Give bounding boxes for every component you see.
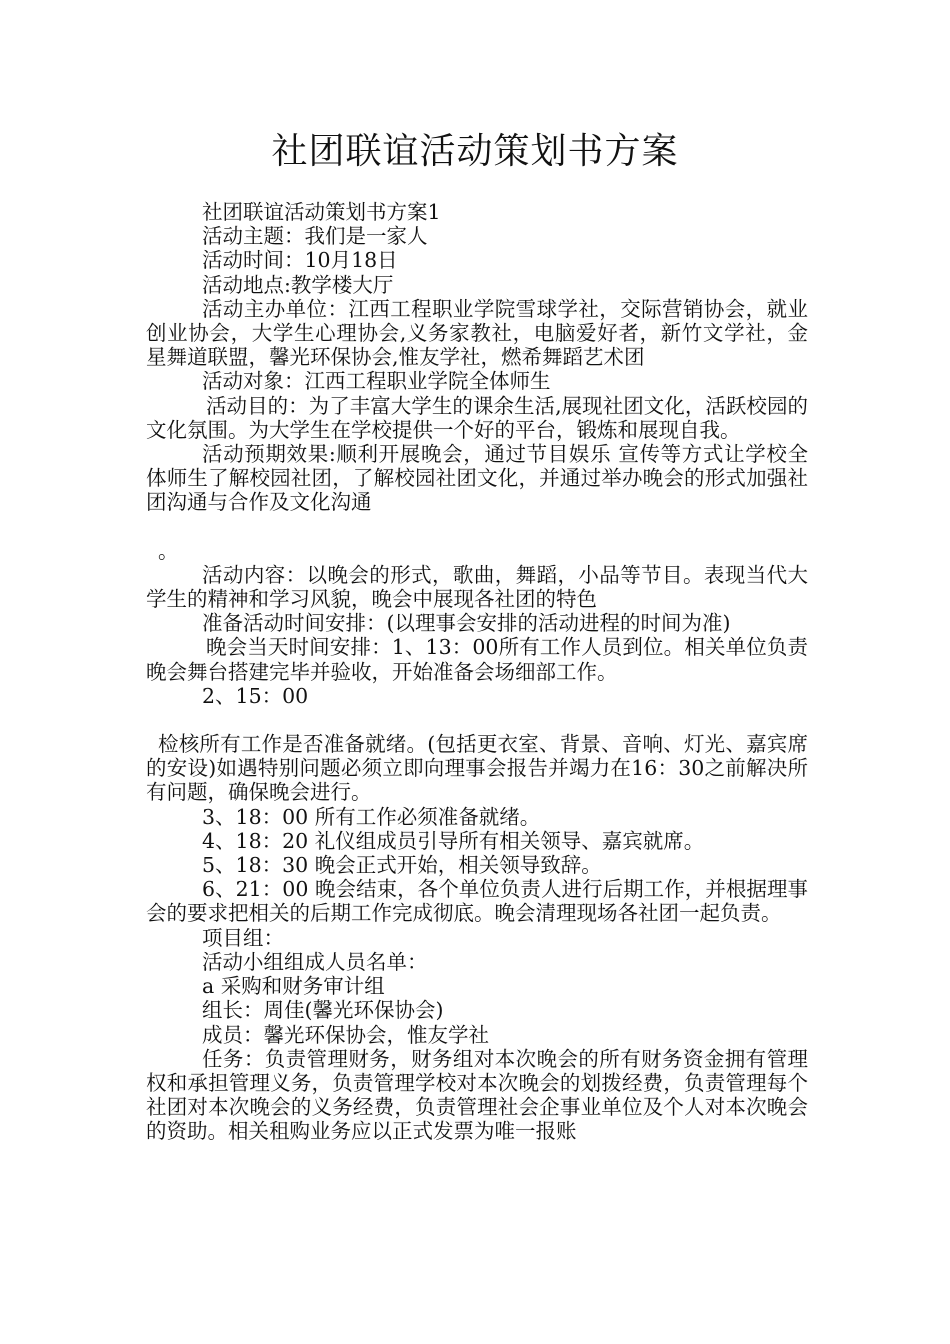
activity-content: 活动内容：以晚会的形式，歌曲，舞蹈，小品等节目。表现当代大学生的精神和学习风貌，晚会中展现各社团的特色 bbox=[146, 562, 808, 612]
document-title: 社团联谊活动策划书方案 bbox=[271, 131, 679, 172]
stray-period: 。 bbox=[158, 538, 179, 563]
prep-schedule: 准备活动时间安排：(以理事会安排的活动进程的时间为准) bbox=[202, 611, 731, 636]
group-a-leader: 组长：周佳(馨光环保协会) bbox=[202, 998, 444, 1023]
activity-audience: 活动对象：江西工程职业学院全体师生 bbox=[202, 369, 551, 394]
project-group-heading: 项目组： bbox=[202, 925, 284, 950]
schedule-item-3: 3、18：00 所有工作必须准备就绪。 bbox=[202, 804, 541, 829]
plan-heading: 社团联谊活动策划书方案1 bbox=[202, 200, 441, 224]
activity-organizers: 活动主办单位：江西工程职业学院雪球学社，交际营销协会，就业创业协会，大学生心理协会,义务家教社，电脑爱好者，新竹文学社，金星舞道联盟，馨光环保协会,惟友学社，燃希舞蹈艺术团 bbox=[146, 296, 808, 370]
schedule-item-5: 5、18：30 晚会正式开始，相关领导致辞。 bbox=[202, 853, 602, 878]
activity-location: 活动地点:教学楼大厅 bbox=[202, 272, 394, 297]
schedule-item-4: 4、18：20 礼仪组成员引导所有相关领导、嘉宾就席。 bbox=[202, 828, 705, 853]
expected-effect: 活动预期效果:顺利开展晚会，通过节目娱乐 宣传等方式让学校全体师生了解校园社团，了解校园社团文化，并通过举办晚会的形式加强社团沟通与合作及文化沟通 bbox=[146, 442, 808, 515]
group-a-members: 成员：馨光环保协会，惟友学社 bbox=[202, 1022, 489, 1047]
group-a-title: a 采购和财务审计组 bbox=[202, 974, 385, 999]
event-day-schedule: 晚会当天时间安排：1、13：00所有工作人员到位。相关单位负责晚会舞台搭建完毕并验收，开始准备会场细部工作。 bbox=[146, 635, 808, 684]
schedule-item-2-detail: 检核所有工作是否准备就绪。(包括更衣室、背景、音响、灯光、嘉宾席的安设)如遇特别问题必须立即向理事会报告并竭力在16：30之前解决所有问题，确保晚会进行。 bbox=[146, 732, 808, 805]
schedule-item-6: 6、21：00 晚会结束，各个单位负责人进行后期工作，并根据理事会的要求把相关的后期工作完成彻底。晚会清理现场各社团一起负责。 bbox=[146, 877, 808, 926]
activity-purpose: 活动目的：为了丰富大学生的课余生活,展现社团文化，活跃校园的文化氛围。为大学生在学校提供一个好的平台，锻炼和展现自我。 bbox=[146, 393, 808, 442]
document-body bbox=[146, 200, 808, 1144]
group-a-tasks: 任务：负责管理财务，财务组对本次晚会的所有财务资金拥有管理权和承担管理义务，负责管理学校对本次晚会的划拨经费，负责管理每个社团对本次晚会的义务经费，负责管理社会企事业单位及个人对本次晚会的资助。相关租购业务应以正式发票为唯一报账 bbox=[146, 1046, 808, 1144]
team-roster-heading: 活动小组组成人员名单： bbox=[202, 949, 428, 974]
activity-time: 活动时间：10月18日 bbox=[202, 248, 398, 273]
schedule-item-2-time: 2、15：00 bbox=[202, 683, 309, 708]
activity-theme: 活动主题：我们是一家人 bbox=[202, 224, 428, 249]
